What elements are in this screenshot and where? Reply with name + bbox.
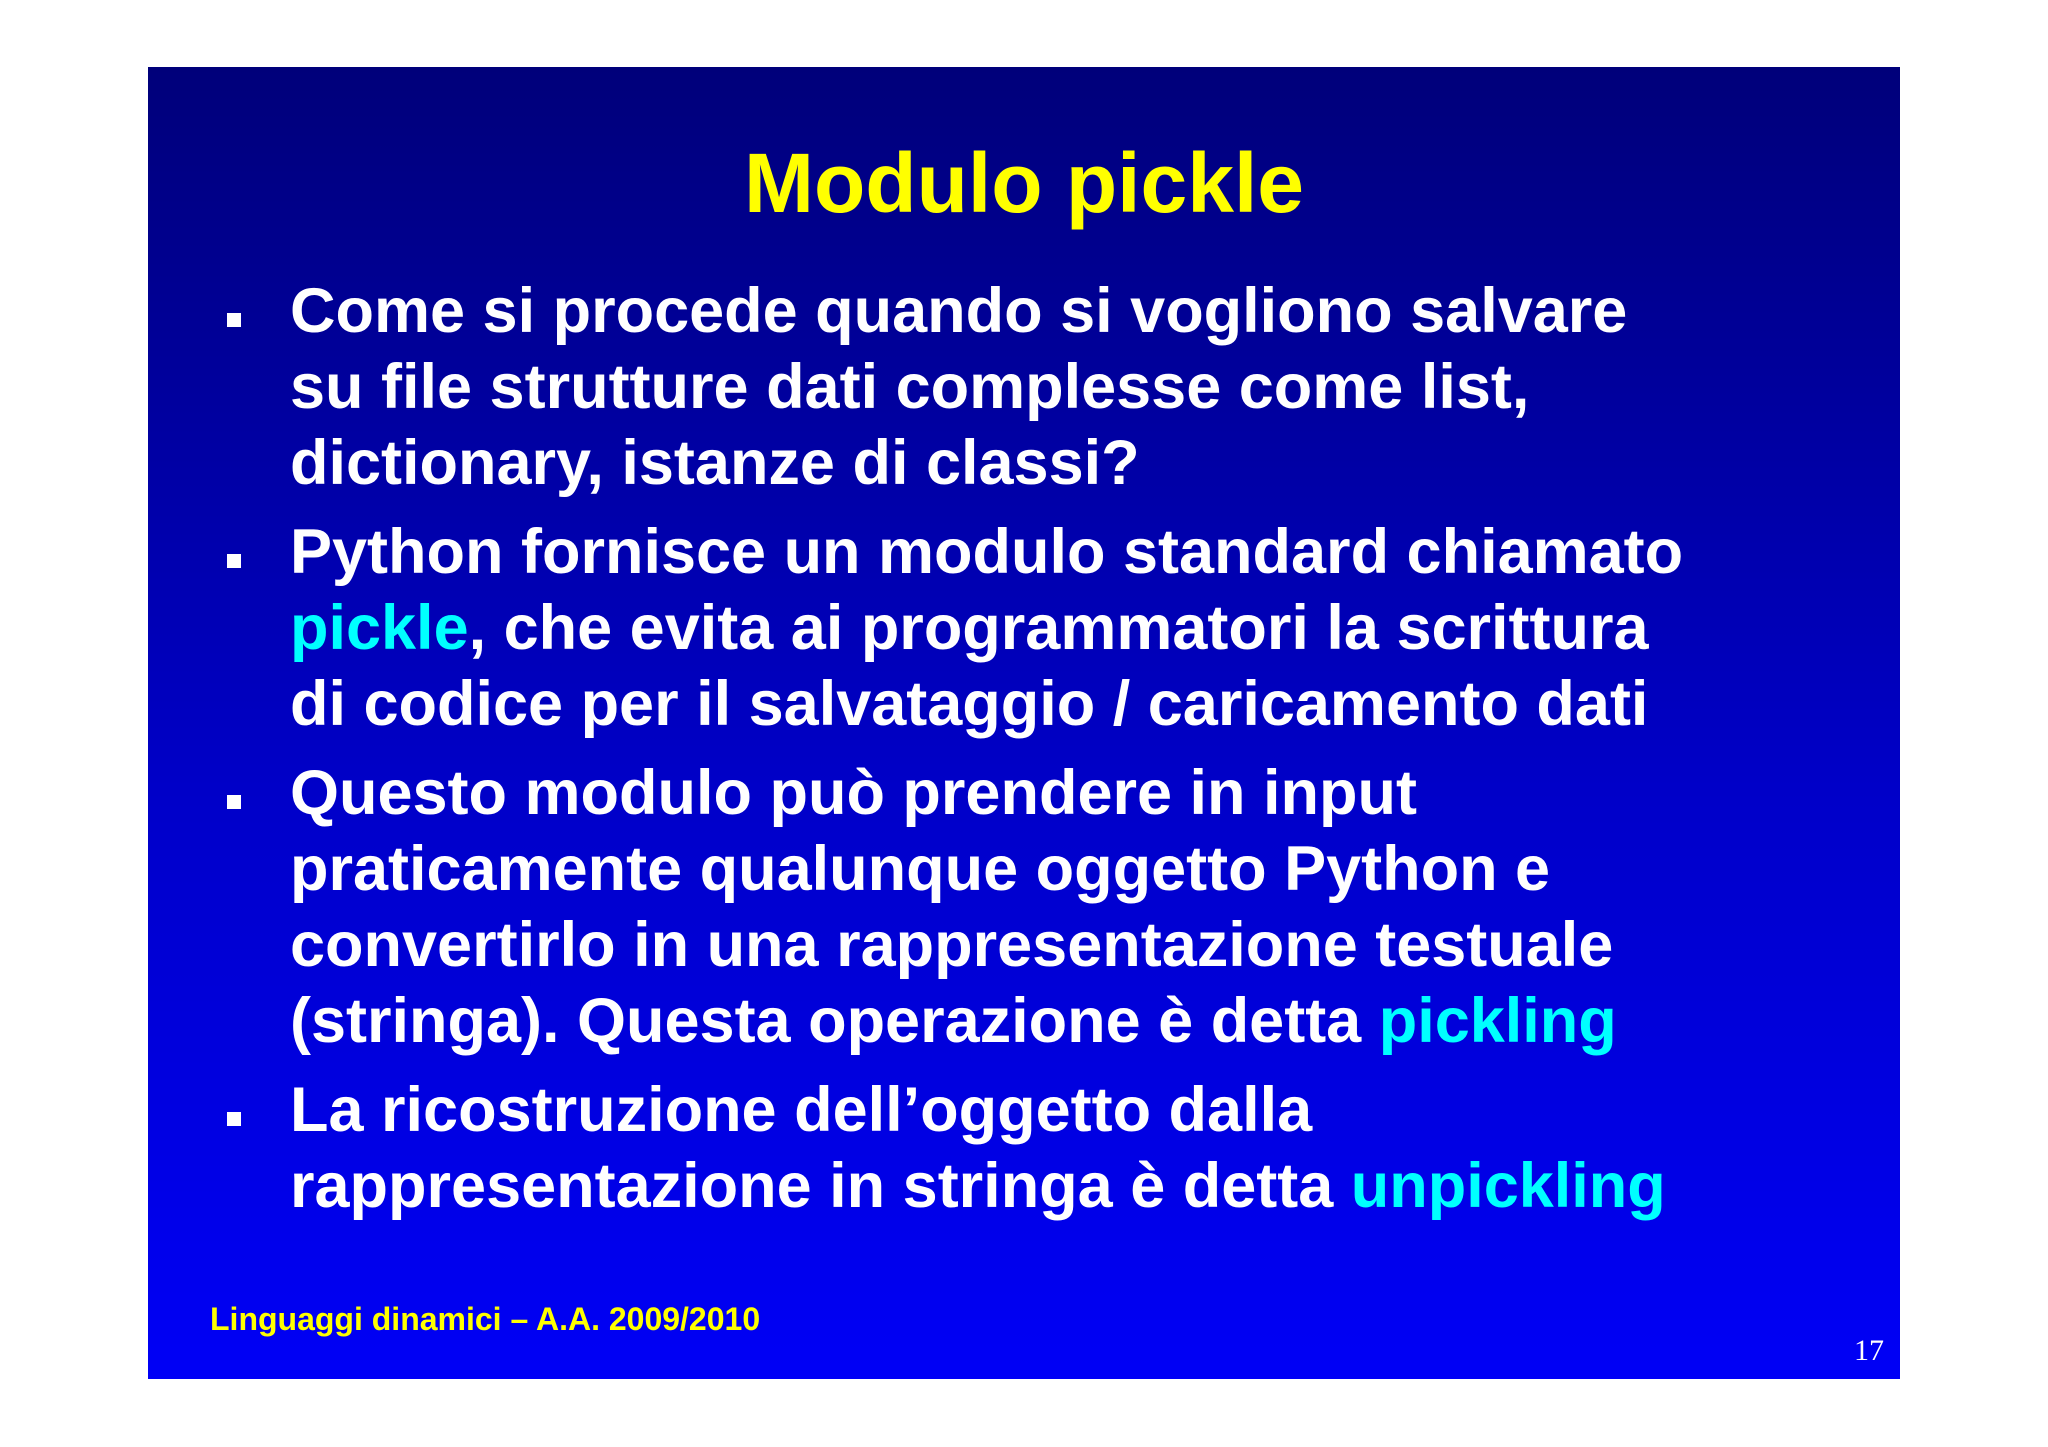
bullet-list	[148, 273, 1900, 1237]
text-segment: (stringa). Questa operazione è detta	[290, 986, 1379, 1056]
bullet-text	[290, 755, 1840, 1059]
text-line: La ricostruzione dell’oggetto dalla	[290, 1075, 1313, 1145]
text-segment: rappresentazione in stringa è detta	[290, 1151, 1351, 1221]
text-line: Python fornisce un modulo standard chiamato	[290, 517, 1684, 587]
bullet-item	[148, 273, 1900, 501]
square-bullet-icon	[227, 554, 241, 568]
text-line: convertirlo in una rappresentazione testuale	[290, 910, 1614, 980]
slide-footer: Linguaggi dinamici – A.A. 2009/2010	[210, 1301, 761, 1337]
text-line: Questo modulo può prendere in input	[290, 758, 1417, 828]
slide	[148, 67, 1900, 1379]
bullet-item	[148, 514, 1900, 742]
text-line: dictionary, istanze di classi?	[290, 428, 1140, 498]
slide-title: Modulo pickle	[743, 136, 1305, 230]
highlighted-term: pickle	[290, 593, 469, 663]
bullet-text	[290, 514, 1840, 742]
highlighted-term: unpickling	[1350, 1151, 1666, 1221]
text-line: praticamente qualunque oggetto Python e	[290, 834, 1551, 904]
square-bullet-icon	[227, 313, 241, 327]
text-line: Come si procede quando si vogliono salvare	[290, 276, 1628, 346]
bullet-text	[290, 273, 1840, 501]
text-segment: , che evita ai programmatori la scrittura	[468, 593, 1649, 663]
text-line: di codice per il salvataggio / caricamento dati	[290, 669, 1649, 739]
square-bullet-icon	[227, 1112, 241, 1126]
page-number: 17	[1854, 1334, 1884, 1367]
bullet-item	[148, 755, 1900, 1059]
bullet-text	[290, 1072, 1840, 1224]
highlighted-term: pickling	[1378, 986, 1617, 1056]
text-line: su file strutture dati complesse come list,	[290, 352, 1530, 422]
square-bullet-icon	[227, 795, 241, 809]
bullet-item	[148, 1072, 1900, 1224]
